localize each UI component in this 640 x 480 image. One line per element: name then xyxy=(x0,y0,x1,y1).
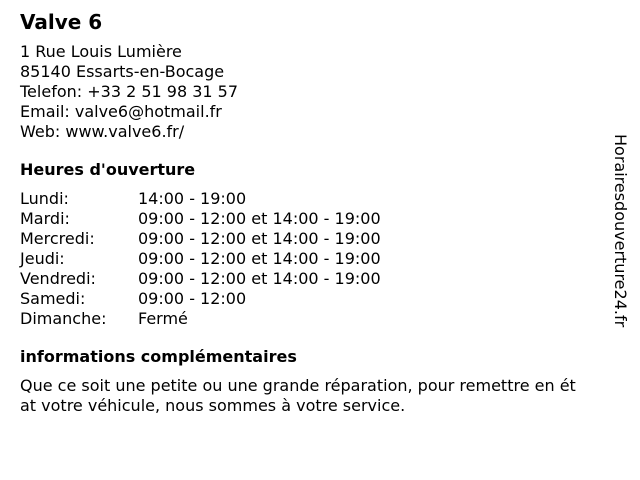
hours-table xyxy=(20,189,620,329)
address-street: 1 Rue Louis Lumière xyxy=(20,42,182,61)
hours-time-value: 09:00 - 12:00 et 14:00 - 19:00 xyxy=(138,229,381,248)
hours-day-label: Jeudi: xyxy=(20,249,65,268)
address-city: 85140 Essarts-en-Bocage xyxy=(20,62,225,81)
phone-line: Telefon: +33 2 51 98 31 57 xyxy=(20,82,239,101)
hours-time-value: 14:00 - 19:00 xyxy=(138,189,247,208)
hours-row-jeudi xyxy=(20,249,620,269)
hours-row-mardi xyxy=(20,209,620,229)
hours-row-dimanche xyxy=(20,309,620,329)
hours-day-label: Mardi: xyxy=(20,209,70,228)
business-card xyxy=(20,8,620,416)
business-name: Valve 6 xyxy=(20,10,103,34)
hours-day-label: Vendredi: xyxy=(20,269,96,288)
hours-row-vendredi xyxy=(20,269,620,289)
hours-time-value: 09:00 - 12:00 et 14:00 - 19:00 xyxy=(138,209,381,228)
hours-row-lundi xyxy=(20,189,620,209)
hours-row-mercredi xyxy=(20,229,620,249)
email-line: Email: valve6@hotmail.fr xyxy=(20,102,222,121)
hours-time-value: 09:00 - 12:00 xyxy=(138,289,247,308)
hours-day-label: Mercredi: xyxy=(20,229,95,248)
hours-day-label: Lundi: xyxy=(20,189,69,208)
hours-time-value: Fermé xyxy=(138,309,188,328)
info-text-line-1: Que ce soit une petite ou une grande réparation, pour remettre en ét xyxy=(20,376,576,395)
hours-heading: Heures d'ouverture xyxy=(20,160,196,179)
hours-day-label: Dimanche: xyxy=(20,309,107,328)
info-heading: informations complémentaires xyxy=(20,347,297,366)
hours-time-value: 09:00 - 12:00 et 14:00 - 19:00 xyxy=(138,269,381,288)
hours-row-samedi xyxy=(20,289,620,309)
web-line: Web: www.valve6.fr/ xyxy=(20,122,185,141)
info-text-line-2: at votre véhicule, nous sommes à votre service. xyxy=(20,396,406,415)
hours-day-label: Samedi: xyxy=(20,289,86,308)
site-watermark: Horairesdouverture24.fr xyxy=(611,134,630,328)
hours-time-value: 09:00 - 12:00 et 14:00 - 19:00 xyxy=(138,249,381,268)
